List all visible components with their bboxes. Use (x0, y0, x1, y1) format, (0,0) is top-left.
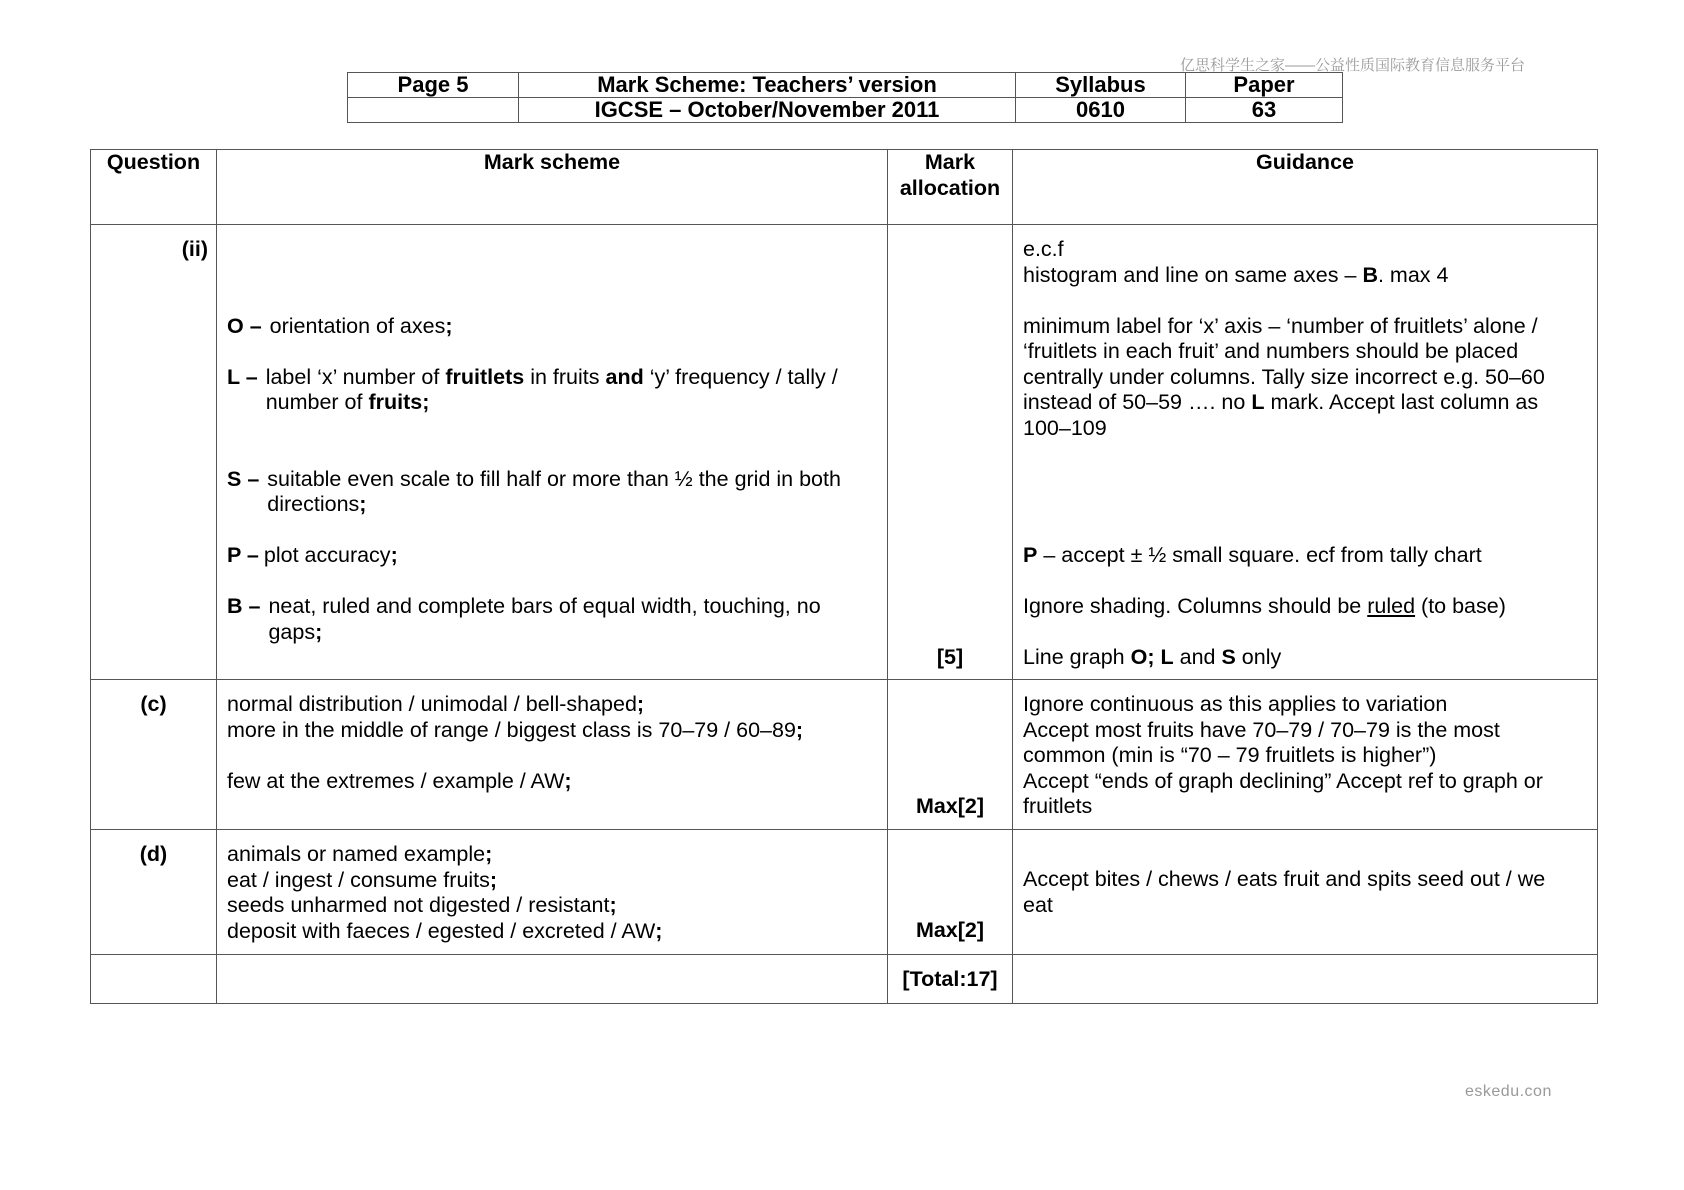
scheme-item-p: P – plot accuracy; (227, 543, 398, 567)
total-allocation: [Total:17] (888, 955, 1013, 1004)
header-paper-label: Paper (1186, 73, 1343, 98)
table-header-row (91, 150, 1598, 225)
header-empty (348, 98, 519, 123)
mark-scheme-table (90, 149, 1598, 1004)
scheme-item-s: S – suitable even scale to fill half or more than ½ the grid in both directions; (227, 466, 841, 516)
column-mark-allocation-2: allocation (899, 175, 1001, 200)
total-question-empty (91, 955, 217, 1004)
header-exam: IGCSE – October/November 2011 (519, 98, 1016, 123)
header-table (347, 72, 1343, 123)
question-ii: (ii) (91, 225, 217, 680)
column-question: Question (91, 150, 217, 225)
header-page: Page 5 (348, 73, 519, 98)
scheme-d: animals or named example; eat / ingest / consume fruits; seeds unharmed not digested / resistant; deposit with faeces / egested / excreted / AW; (217, 830, 888, 955)
guidance-c: Ignore continuous as this applies to variation Accept most fruits have 70–79 / 70–79 is the most common (min is “70 – 79 fruitlets is higher”) Accept “ends of graph declining” Accept ref to graph or fruitlets (1013, 680, 1598, 830)
allocation-d-value: Max[2] (915, 918, 985, 942)
table-row-c (91, 680, 1598, 830)
allocation-ii (888, 225, 1013, 680)
guidance-ii: e.c.f histogram and line on same axes – B. max 4 minimum label for ‘x’ axis – ‘number of fruitlets’ alone / ‘fruitlets in each fruit’ and numbers should be placed centrally under columns. Tally size incorrect e.g. 50–60 instead of 50–59 …. no L mark. Accept last column as 100–109 P – accept ± ½ small square. ecf from tally chart Ignore shading. Columns should be ruled (to base) Line graph O; L and S only (1013, 225, 1598, 680)
header-title: Mark Scheme: Teachers’ version (519, 73, 1016, 98)
scheme-c: normal distribution / unimodal / bell-shaped; more in the middle of range / biggest class is 70–79 / 60–89; few at the extremes / example / AW; (217, 680, 888, 830)
question-d: (d) (91, 830, 217, 955)
question-c: (c) (91, 680, 217, 830)
header-syllabus-label: Syllabus (1016, 73, 1186, 98)
scheme-item-o: O – orientation of axes; (227, 313, 453, 338)
table-row-d (91, 830, 1598, 955)
table-row-ii (91, 225, 1598, 680)
allocation-c-value: Max[2] (915, 794, 985, 818)
column-mark-scheme: Mark scheme (217, 150, 888, 225)
allocation-ii-value: [5] (936, 645, 964, 669)
header-syllabus: 0610 (1016, 98, 1186, 123)
table-row-total (91, 955, 1598, 1004)
scheme-item-l: L – label ‘x’ number of fruitlets in fruits and ‘y’ frequency / tally / number of fruits; (227, 364, 838, 414)
total-scheme-empty (217, 955, 888, 1004)
scheme-ii (217, 225, 888, 680)
scheme-item-b: B – neat, ruled and complete bars of equal width, touching, no gaps; (227, 594, 821, 644)
column-guidance: Guidance (1013, 150, 1598, 225)
column-mark-allocation-1: Mark (924, 150, 976, 174)
allocation-d (888, 830, 1013, 955)
total-guidance-empty (1013, 955, 1598, 1004)
column-mark-allocation (888, 150, 1013, 225)
watermark-bottom: eskedu.con (1465, 1083, 1552, 1100)
header-paper: 63 (1186, 98, 1343, 123)
allocation-c (888, 680, 1013, 830)
watermark-top: 亿思科学生之家——公益性质国际教育信息服务平台 (1180, 57, 1526, 74)
guidance-d: Accept bites / chews / eats fruit and spits seed out / we eat (1013, 830, 1598, 955)
